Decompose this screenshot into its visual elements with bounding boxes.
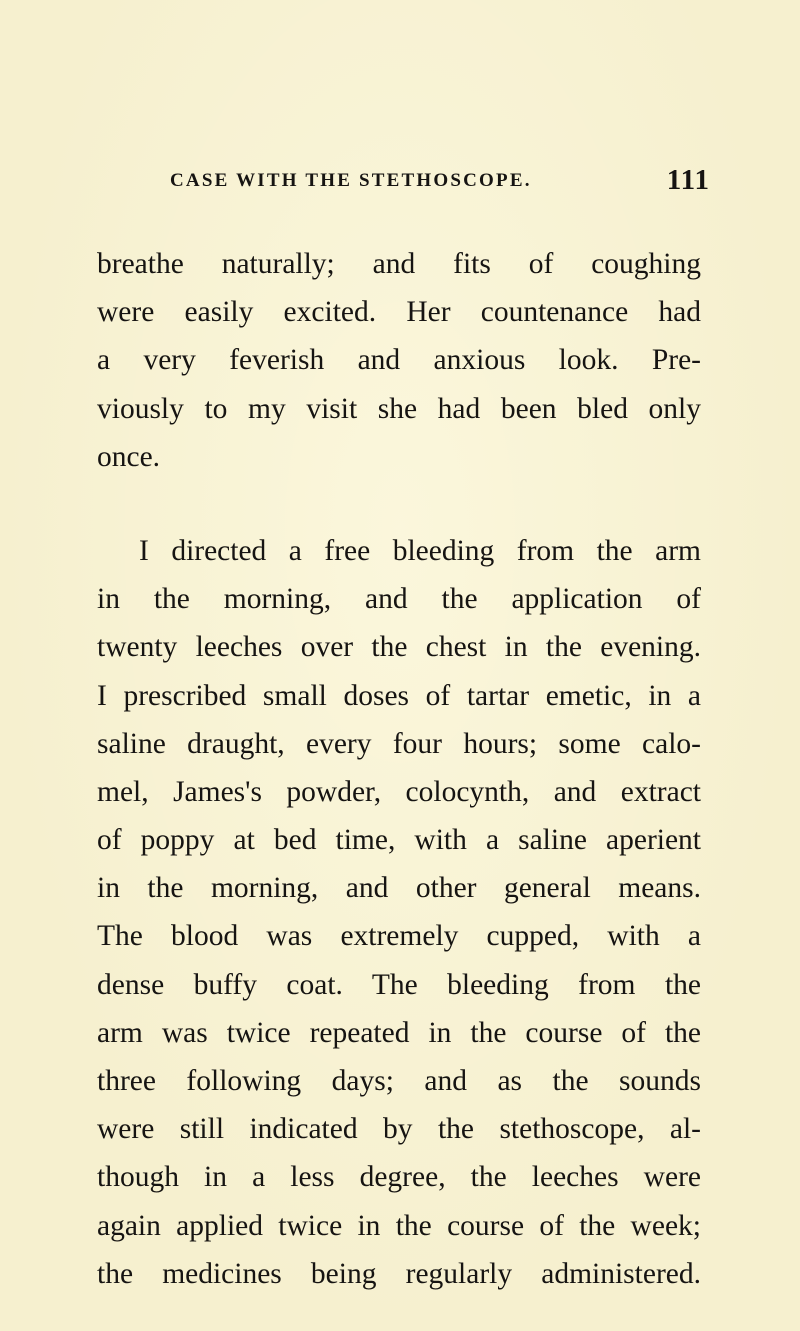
text-line: The blood was extremely cupped, with a — [97, 920, 701, 953]
text-line: twenty leeches over the chest in the evening. — [97, 631, 701, 664]
text-line: mel, James's powder, colocynth, and extract — [97, 775, 701, 808]
paragraph-1 — [97, 240, 701, 481]
text-line: three following days; and as the sounds — [97, 1065, 701, 1097]
text-line: again applied twice in the course of the week; — [97, 1209, 701, 1242]
body-text — [97, 240, 701, 1298]
text-line: in the morning, and the application of — [97, 583, 701, 616]
text-line: breathe naturally; and fits of coughing — [97, 248, 701, 280]
page-number: 111 — [666, 164, 710, 196]
text-line: arm was twice repeated in the course of the — [97, 1016, 701, 1049]
running-head-title: CASE WITH THE STETHOSCOPE. — [170, 170, 532, 191]
text-line: saline draught, every four hours; some calo- — [97, 727, 701, 760]
running-head — [170, 164, 710, 198]
text-line: a very feverish and anxious look. Pre- — [97, 344, 701, 377]
text-line: viously to my visit she had been bled only — [97, 392, 701, 425]
text-line: the medicines being regularly administered. — [97, 1257, 701, 1290]
text-line: dense buffy coat. The bleeding from the — [97, 968, 701, 1001]
text-line: were still indicated by the stethoscope, al- — [97, 1113, 701, 1146]
text-line: in the morning, and other general means. — [97, 872, 701, 905]
text-line: were easily excited. Her countenance had — [97, 296, 701, 329]
text-line: of poppy at bed time, with a saline aperient — [97, 824, 701, 857]
paragraph-2 — [97, 527, 701, 1298]
text-line: I prescribed small doses of tartar emetic, in a — [97, 679, 701, 712]
text-line: though in a less degree, the leeches were — [97, 1161, 701, 1194]
paragraph-gap — [97, 481, 701, 527]
text-line: I directed a free bleeding from the arm — [139, 534, 701, 567]
text-line: once. — [97, 440, 161, 473]
